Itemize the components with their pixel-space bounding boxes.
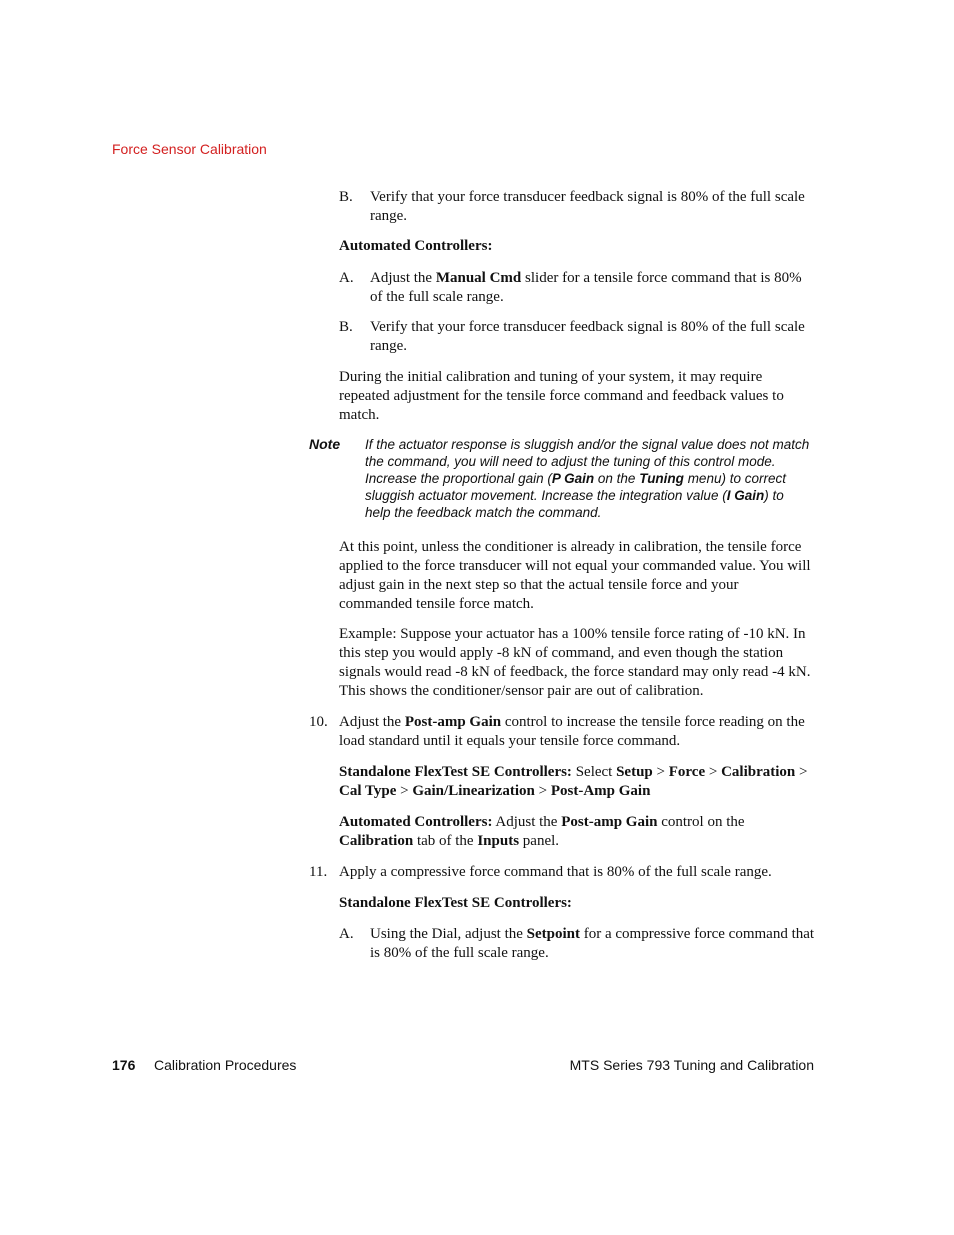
step-10: [309, 713, 815, 751]
step-number: 10.: [309, 714, 328, 730]
footer-section: Calibration Procedures: [154, 1057, 297, 1073]
paragraph-at-this-point: At this point, unless the conditioner is already in calibration, the tensile force applied to the force transducer will not equal your commanded value. You will adjust gain in the next step so that the actual tensile force and your commanded tensile force match.: [339, 539, 811, 612]
standalone-menu-path: Standalone FlexTest SE Controllers: Select Setup > Force > Calibration > Cal Type > Gain/Linearization > Post-Amp Gain: [339, 764, 808, 799]
footer-book-title: MTS Series 793 Tuning and Calibration: [569, 1057, 814, 1073]
step-text: Adjust the Post-amp Gain control to increase the tensile force reading on the load standard until it equals your tensile force command.: [339, 714, 805, 749]
note-text: If the actuator response is sluggish and/or the signal value does not match the command, you will need to adjust the tuning of this control mode. Increase the proportional gain (P Gain on the Tuning menu) to correct sluggish actuator movement. Increase the integration value (I Gain) to help the feedback match the command.: [365, 437, 810, 520]
list-text: Adjust the Manual Cmd slider for a tensile force command that is 80% of the full scale range.: [370, 270, 802, 305]
subheading-standalone: Standalone FlexTest SE Controllers:: [339, 895, 572, 911]
subheading-automated: Automated Controllers:: [339, 238, 493, 254]
step-number: 11.: [309, 864, 328, 880]
paragraph-example: Example: Suppose your actuator has a 100% tensile force rating of -10 kN. In this step you would apply -8 kN of command, and even though the station signals would read -8 kN of feedback, the force standard may only read -4 kN. This shows the conditioner/sensor pair are out of calibration.: [339, 626, 811, 699]
list-item-b: [339, 318, 815, 356]
list-item-b: [339, 188, 815, 226]
list-label: B.: [339, 189, 353, 205]
paragraph-initial-calibration: During the initial calibration and tuning of your system, it may require repeated adjustment for the tensile force command and feedback values to match.: [339, 369, 784, 423]
list-text: Verify that your force transducer feedback signal is 80% of the full scale range.: [370, 189, 805, 224]
list-item-a: [339, 925, 815, 963]
step-11: [309, 863, 815, 882]
list-item-a: [339, 269, 815, 307]
step-text: Apply a compressive force command that is 80% of the full scale range.: [339, 864, 772, 880]
list-label: A.: [339, 270, 354, 286]
running-header: Force Sensor Calibration: [112, 141, 267, 157]
list-label: A.: [339, 926, 354, 942]
note-label: Note: [309, 436, 341, 452]
list-label: B.: [339, 319, 353, 335]
automated-instructions: Automated Controllers: Adjust the Post-amp Gain control on the Calibration tab of the Inputs panel.: [339, 814, 745, 849]
list-text: Using the Dial, adjust the Setpoint for a compressive force command that is 80% of the full scale range.: [370, 926, 815, 961]
list-text: Verify that your force transducer feedback signal is 80% of the full scale range.: [370, 319, 805, 354]
page-number: 176: [112, 1057, 136, 1073]
